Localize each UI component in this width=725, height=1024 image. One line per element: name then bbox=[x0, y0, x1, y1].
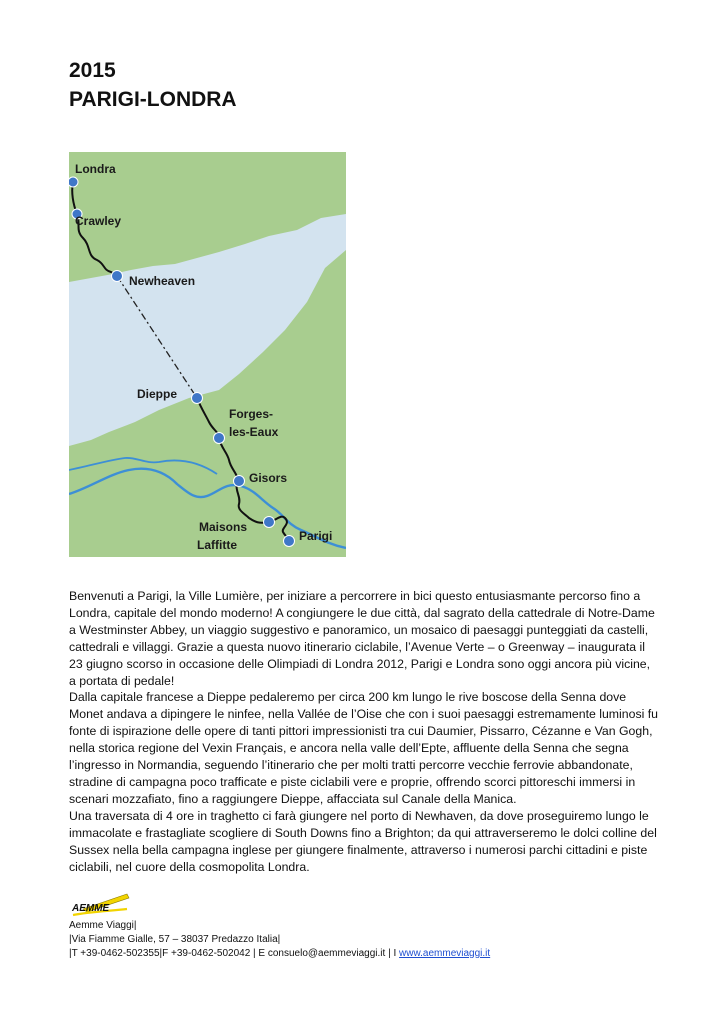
aemme-logo bbox=[69, 893, 131, 919]
stop-marker-londra bbox=[69, 177, 78, 187]
stop-marker-dieppe bbox=[192, 393, 203, 404]
label-maisons-2: Laffitte bbox=[197, 538, 237, 552]
footer-company: Aemme Viaggi| bbox=[69, 920, 137, 931]
stop-marker-maisons bbox=[264, 517, 275, 528]
footer bbox=[69, 919, 490, 961]
label-gisors: Gisors bbox=[249, 471, 288, 485]
stop-marker-forges bbox=[214, 433, 225, 444]
label-forges-2: les-Eaux bbox=[229, 425, 279, 439]
label-dieppe: Dieppe bbox=[137, 387, 178, 401]
footer-contacts bbox=[69, 947, 490, 961]
title-route: PARIGI-LONDRA bbox=[69, 88, 237, 111]
title-year: 2015 bbox=[69, 59, 116, 82]
label-maisons-1: Maisons bbox=[199, 520, 248, 534]
paragraph-intro: Benvenuti a Parigi, la Ville Lumière, per iniziare a percorrere in bici questo entusiasmante percorso fino a Londra, capitale del mondo moderno! A congiungere le due città, dal sagrato della cattedrale di Notre-Dame a Westminster Abbey, un viaggio suggestivo e panoramico, un mosaico di paesaggi punteggiati da castelli, cattedrali e villaggi. Grazie a questa nuovo itinerario ciclabile, l’Avenue Verte – o Greenway – inaugurata il 23 giugno scorso in occasione delle Olimpiadi di Londra 2012, Parigi e Londra sono oggi ancora più vicine, a portata di pedale! bbox=[69, 589, 655, 688]
logo-text: AEMME bbox=[72, 903, 110, 914]
label-parigi: Parigi bbox=[299, 529, 333, 543]
website-link[interactable]: www.aemmeviaggi.it bbox=[399, 948, 491, 959]
stop-marker-parigi bbox=[284, 536, 295, 547]
paragraph-france: Dalla capitale francese a Dieppe pedaleremo per circa 200 km lungo le rive boscose della Senna dove Monet andava a dipingere le ninfee, nella Vallée de l’Oise che con i suoi paesaggi estremamente luminosi fu fonte di ispirazione delle opere di tanti pittori impressionisti tra cui Daumier, Pissarro, Cézanne e Van Gogh, nella storica regione del Vexin Français, e ancora nella valle dell’Epte, affluente della Senna che segna l’ingresso in Normandia, seguendo l’itinerario che per molti tratti percorre vecchie ferrovie abbandonate, stradine di campagna poco trafficate e piste ciclabili vere e proprie, offrendo scorci pittoreschi immersi in scenari mozzafiato, fino a raggiungere Dieppe, affacciata sul Canale della Manica. bbox=[69, 690, 659, 806]
paragraph-england: Una traversata di 4 ore in traghetto ci farà giungere nel porto di Newhaven, da dove proseguiremo lungo le immacolate e frastagliate scogliere di South Downs fino a Brighton; da qui attraverseremo le dolci colline del Sussex nella bella campagna inglese per giungere finalmente, attraverso i numerosi parchi cittadini e piste ciclabili, nel cuore della cosmopolita Londra. bbox=[69, 808, 657, 874]
label-londra: Londra bbox=[75, 162, 116, 176]
stop-marker-gisors bbox=[234, 476, 245, 487]
footer-contact-details: |T +39-0462-502355|F +39-0462-502042 | E consuelo@aemmeviaggi.it | I bbox=[69, 948, 400, 959]
page-title bbox=[69, 56, 237, 114]
label-forges-1: Forges- bbox=[229, 407, 274, 421]
label-crawley: Crawley bbox=[75, 214, 122, 228]
route-map bbox=[69, 152, 346, 557]
stop-marker-newhaven bbox=[112, 271, 123, 282]
footer-address: |Via Fiamme Gialle, 57 – 38037 Predazzo Italia| bbox=[69, 934, 281, 945]
description bbox=[69, 588, 659, 875]
label-newhaven: Newheaven bbox=[129, 274, 196, 288]
